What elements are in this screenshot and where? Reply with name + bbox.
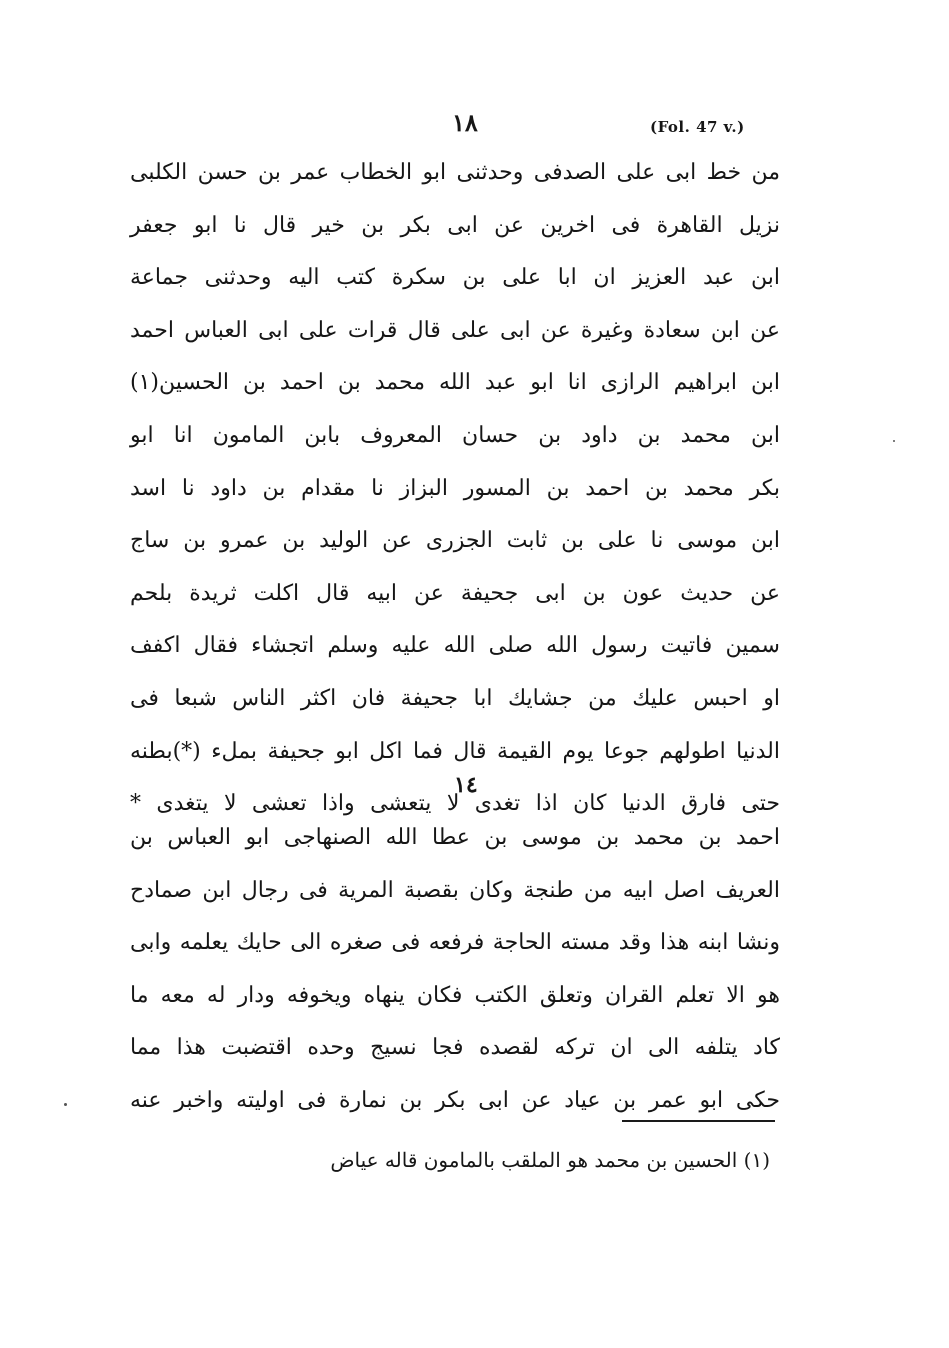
text-line: حكى ابو عمر بن عياد عن ابى بكر بن نمارة فى اوليته واخبر عنه xyxy=(130,1087,780,1113)
text-line: ونشا ابنه هذا وقد مسته الحاجة فرفعه فى صغره الى حايك يعلمه وابى xyxy=(130,930,780,956)
scan-speck xyxy=(64,1103,67,1106)
text-line: احمد بن محمد بن موسى بن عطا الله الصنهاجى ابو العباس بن xyxy=(130,825,780,850)
text-line: عن ابن سعادة وغيرة عن ابى على قال قرات على ابى العباس احمد xyxy=(130,317,780,343)
text-line: عن حديث عون بن ابى جحيفة عن ابيه قال اكلت ثريدة بلحم xyxy=(130,580,780,606)
text-line: الدنيا اطولهم جوعا يوم القيمة قال فما اكل ابو جحيفة بملء (*)بطنه xyxy=(130,738,780,764)
folio-reference: (Fol. 47 v.) xyxy=(650,118,745,136)
text-line: ابن ابراهيم الرازى انا ابو عبد الله محمد بن احمد بن الحسين(١) xyxy=(130,370,780,396)
text-line: ابن موسى نا على بن ثابت الجزرى عن الوليد بن عمرو بن ساج xyxy=(130,528,780,554)
text-line: بكر محمد بن احمد بن المسور البزاز نا مقدام بن داود نا اسد xyxy=(130,475,780,501)
text-line: ابن محمد بن داود بن حسان المعروف بابن المامون انا ابو xyxy=(130,422,780,448)
entry-number: ١٤ xyxy=(454,772,478,798)
text-line: كاد يتلفه الى ان تركه لقصده فجا نسيج وحده اقتضبت هذا مما xyxy=(130,1035,780,1061)
text-line: حتى فارق الدنيا كان اذا تغدى لا يتعشى واذا تعشى لا يتغدى * xyxy=(130,791,780,817)
text-line: سمين فاتيت رسول الله صلى الله عليه وسلم اتجشاء فقال اكفف xyxy=(130,633,780,659)
entry-14-text xyxy=(130,812,780,1128)
text-line: ابن عبد العزيز ان ابا على بن سكرة كتب اليه وحدثنى جماعة xyxy=(130,265,780,291)
footnote-divider xyxy=(622,1120,775,1122)
text-line: او احبس عليك من جشايك ابا جحيفة فان اكثر الناس شبعا فى xyxy=(130,685,780,711)
scan-speck xyxy=(893,440,895,442)
text-line: هو الا تعلم القران وتعلق الكتب فكان ينهاه ويخوفه ودار له معه ما xyxy=(130,982,780,1008)
page-number: ١٨ xyxy=(452,108,478,137)
text-line: نزيل القاهرة فى اخرين عن ابى بكر بن خير قال نا ابو جعفر xyxy=(130,212,780,238)
entry-13-text xyxy=(130,147,780,831)
footnote: (١) الحسين بن محمد هو الملقب بالمامون قاله عياض xyxy=(330,1148,770,1172)
text-line: العريف اصل ابيه من طنجة وكان بقصبة المرية فى رجال ابن صمادح xyxy=(130,877,780,903)
text-line: من خط ابى على الصدفى وحدثنى ابو الخطاب عمر بن حسن الكلبى xyxy=(130,160,780,185)
